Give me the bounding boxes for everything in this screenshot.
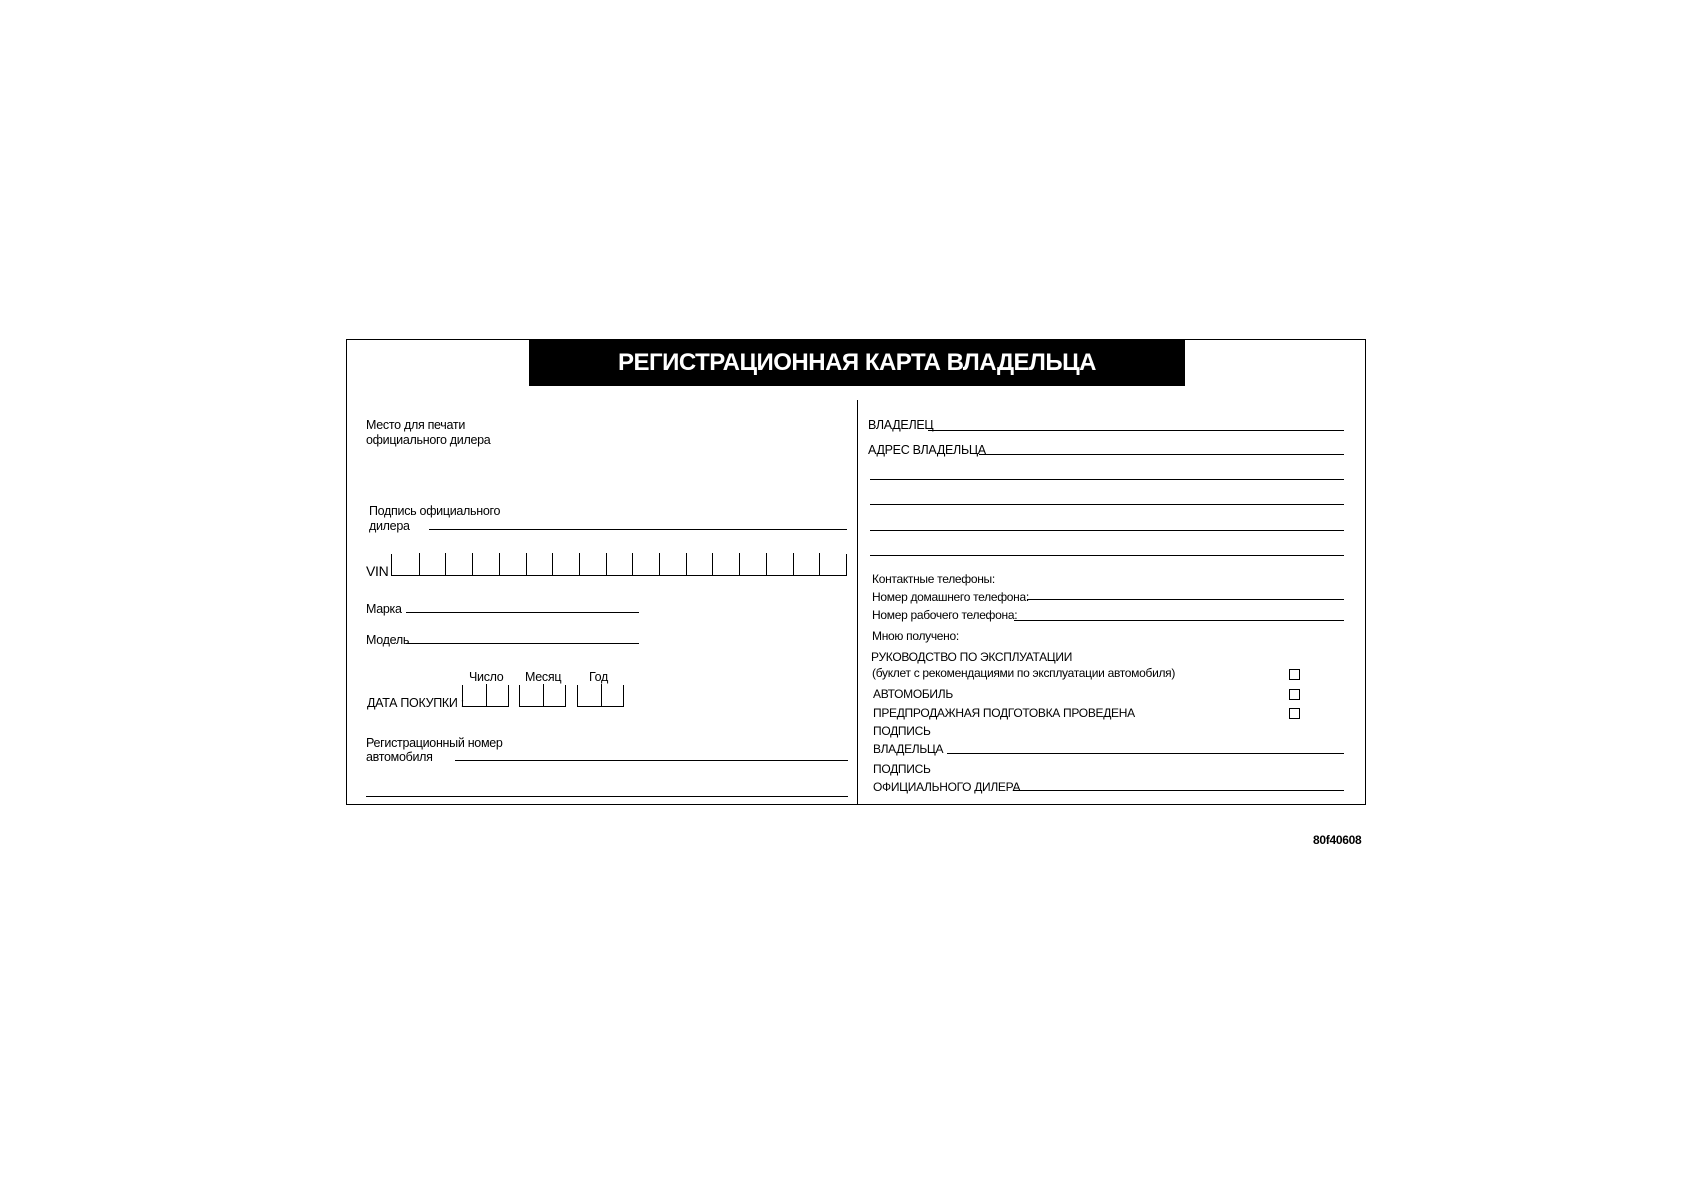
document-code: 80f40608 bbox=[1313, 833, 1362, 847]
owner-signature-label-line1: ПОДПИСЬ bbox=[873, 724, 931, 738]
presale-checkbox[interactable] bbox=[1289, 708, 1300, 719]
owner-signature-label-line2: ВЛАДЕЛЬЦА bbox=[873, 742, 944, 756]
car-checkbox[interactable] bbox=[1289, 689, 1300, 700]
vin-cell-divider bbox=[632, 553, 633, 575]
owner-field[interactable] bbox=[928, 430, 1344, 431]
vin-cell-divider bbox=[606, 553, 607, 575]
vin-cell-divider bbox=[793, 553, 794, 575]
vin-cell-divider bbox=[712, 553, 713, 575]
card-title: РЕГИСТРАЦИОННАЯ КАРТА ВЛАДЕЛЬЦА bbox=[529, 340, 1185, 386]
dealer-signature-label-line1: Подпись официального bbox=[369, 504, 501, 518]
owner-address-field-line3[interactable] bbox=[870, 504, 1344, 505]
purchase-day-field[interactable] bbox=[462, 685, 509, 707]
vin-label: VIN bbox=[366, 563, 389, 579]
dealer-signature-right-label-line1: ПОДПИСЬ bbox=[873, 762, 931, 776]
purchase-date-label: ДАТА ПОКУПКИ : bbox=[367, 696, 464, 710]
manual-label: РУКОВОДСТВО ПО ЭКСПЛУАТАЦИИ bbox=[871, 650, 1073, 664]
dealer-signature-right-label-line2: ОФИЦИАЛЬНОГО ДИЛЕРА bbox=[873, 780, 1021, 794]
dealer-stamp-label-line2: официального дилера bbox=[366, 433, 491, 447]
day-label: Число bbox=[469, 670, 504, 684]
make-field[interactable] bbox=[406, 612, 639, 613]
reg-number-label-line2: автомобиля bbox=[366, 750, 433, 764]
dealer-signature-label-line2: дилера bbox=[369, 519, 410, 533]
work-phone-field[interactable] bbox=[1014, 620, 1344, 621]
owner-address-field-line2[interactable] bbox=[870, 479, 1344, 480]
column-divider bbox=[857, 400, 858, 805]
model-label: Модель bbox=[366, 633, 410, 647]
manual-checkbox[interactable] bbox=[1289, 669, 1300, 680]
vin-cell-divider bbox=[445, 553, 446, 575]
received-label: Мною получено: bbox=[872, 629, 959, 643]
vin-field[interactable] bbox=[391, 554, 847, 576]
vin-cell-divider bbox=[686, 553, 687, 575]
vin-cell-divider bbox=[766, 553, 767, 575]
owner-address-field-line4[interactable] bbox=[870, 530, 1344, 531]
home-phone-label: Номер домашнего телефона: bbox=[872, 590, 1029, 604]
dealer-signature-right-field[interactable] bbox=[1013, 790, 1344, 791]
make-label: Марка bbox=[366, 602, 402, 616]
vin-cell-divider bbox=[552, 553, 553, 575]
owner-address-field-line5[interactable] bbox=[870, 555, 1344, 556]
reg-number-label-line1: Регистрационный номер bbox=[366, 736, 503, 750]
purchase-month-field[interactable] bbox=[519, 685, 566, 707]
dealer-stamp-label-line1: Место для печати bbox=[366, 418, 465, 432]
vin-cell-divider bbox=[499, 553, 500, 575]
home-phone-field[interactable] bbox=[1027, 599, 1344, 600]
car-label: АВТОМОБИЛЬ bbox=[873, 687, 953, 701]
owner-address-field[interactable] bbox=[979, 454, 1344, 455]
contact-phones-label: Контактные телефоны: bbox=[872, 572, 995, 586]
year-label: Год bbox=[589, 670, 609, 684]
reg-number-field-extra[interactable] bbox=[366, 796, 848, 797]
dealer-signature-field[interactable] bbox=[429, 529, 847, 530]
vin-cell-divider bbox=[579, 553, 580, 575]
registration-card bbox=[346, 339, 1366, 805]
purchase-year-field[interactable] bbox=[577, 685, 624, 707]
model-field[interactable] bbox=[406, 643, 639, 644]
vin-cell-divider bbox=[819, 553, 820, 575]
owner-label: ВЛАДЕЛЕЦ bbox=[868, 418, 934, 432]
manual-sub-label: (буклет с рекомендациями по эксплуатации автомобиля) bbox=[872, 666, 1176, 680]
owner-address-label: АДРЕС ВЛАДЕЛЬЦА bbox=[868, 443, 986, 457]
vin-cell-divider bbox=[659, 553, 660, 575]
reg-number-field[interactable] bbox=[455, 760, 848, 761]
owner-signature-field[interactable] bbox=[947, 753, 1344, 754]
vin-cell-divider bbox=[419, 553, 420, 575]
vin-cell-divider bbox=[526, 553, 527, 575]
vin-cell-divider bbox=[472, 553, 473, 575]
presale-label: ПРЕДПРОДАЖНАЯ ПОДГОТОВКА ПРОВЕДЕНА bbox=[873, 706, 1135, 720]
work-phone-label: Номер рабочего телефона: bbox=[872, 608, 1018, 622]
vin-cell-divider bbox=[739, 553, 740, 575]
month-label: Месяц bbox=[525, 670, 562, 684]
